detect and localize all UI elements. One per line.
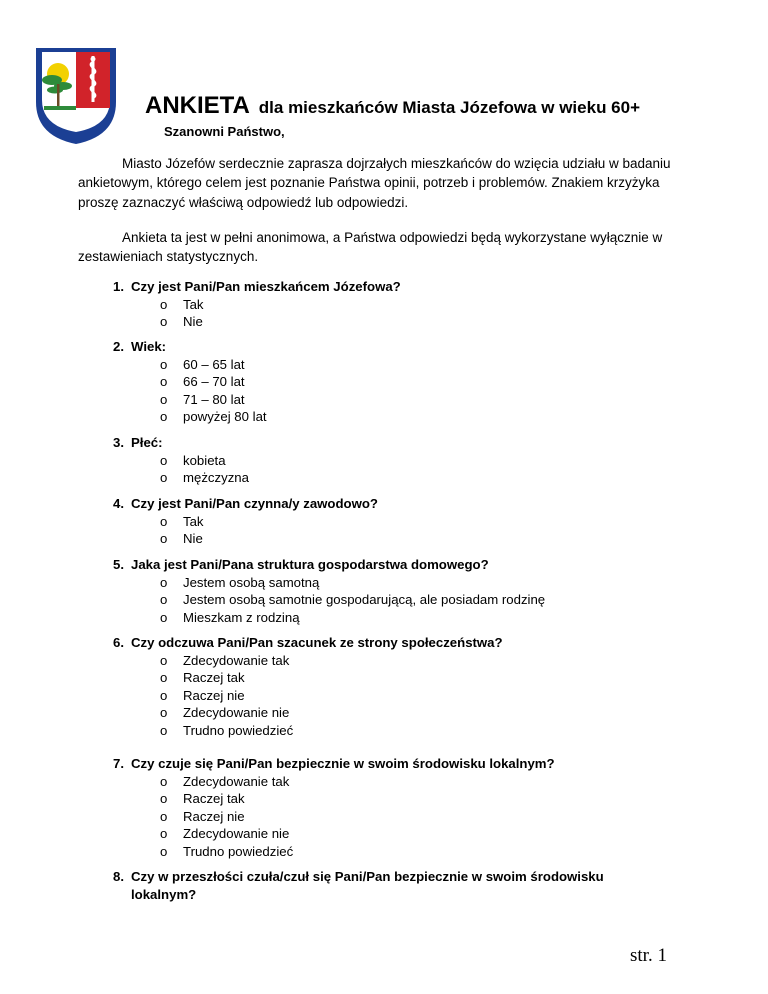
answer-label: Tak: [183, 513, 204, 529]
answer-option[interactable]: [131, 790, 671, 808]
question-number: 8.: [113, 869, 124, 884]
intro-paragraph-2-text: Ankieta ta jest w pełni anonimowa, a Państwa odpowiedzi będą wykorzystane wyłącznie w zestawieniach statystycznych.: [78, 230, 663, 265]
checkbox-bullet-icon[interactable]: o: [160, 652, 168, 668]
checkbox-bullet-icon[interactable]: o: [160, 452, 168, 468]
answer-label: Zdecydowanie nie: [183, 705, 290, 720]
answer-label: Raczej tak: [183, 791, 245, 806]
question-number: 7.: [113, 756, 124, 771]
answer-label: Jestem osobą samotnie gospodarującą, ale posiadam rodzinę: [183, 592, 546, 607]
answer-option[interactable]: [131, 408, 671, 426]
answer-label: Nie: [183, 531, 203, 546]
question-text: Wiek:: [131, 339, 167, 354]
answer-label: Trudno powiedzieć: [183, 843, 294, 859]
page-number: str. 1: [630, 945, 667, 966]
answer-label: kobieta: [183, 452, 226, 468]
answer-label: 60 – 65 lat: [183, 356, 245, 372]
intro-paragraph-2: [78, 228, 698, 267]
checkbox-bullet-icon[interactable]: o: [160, 356, 168, 372]
answer-option[interactable]: [131, 530, 671, 548]
checkbox-bullet-icon[interactable]: o: [160, 670, 168, 685]
checkbox-bullet-icon[interactable]: o: [160, 791, 168, 806]
answer-option[interactable]: [131, 452, 671, 470]
answer-option[interactable]: [131, 296, 671, 314]
question-text: Czy w przeszłości czuła/czuł się Pani/Pan bezpiecznie w swoim środowisku lokalnym?: [131, 869, 604, 902]
answer-option[interactable]: [131, 574, 671, 592]
answer-label: Raczej nie: [183, 808, 245, 824]
question-4: [113, 495, 671, 548]
checkbox-bullet-icon[interactable]: o: [160, 513, 168, 529]
answer-label: 71 – 80 lat: [183, 391, 245, 407]
checkbox-bullet-icon[interactable]: o: [160, 705, 168, 720]
question-8: [113, 868, 641, 903]
checkbox-bullet-icon[interactable]: o: [160, 843, 168, 859]
checkbox-bullet-icon[interactable]: o: [160, 391, 168, 407]
answer-label: Zdecydowanie tak: [183, 773, 290, 789]
question-text: Płeć:: [131, 435, 163, 450]
intro-paragraph-1: [78, 154, 698, 212]
answer-option[interactable]: [131, 652, 671, 670]
answer-option[interactable]: [131, 669, 671, 687]
answer-option[interactable]: [131, 609, 671, 627]
answer-option[interactable]: [131, 808, 671, 826]
question-3: [113, 434, 671, 487]
answer-option[interactable]: [131, 704, 671, 722]
answer-label: Tak: [183, 296, 204, 312]
answer-option[interactable]: [131, 825, 671, 843]
checkbox-bullet-icon[interactable]: o: [160, 687, 168, 703]
question-1: [113, 278, 671, 331]
answer-option[interactable]: [131, 513, 671, 531]
checkbox-bullet-icon[interactable]: o: [160, 470, 168, 485]
question-text: Czy jest Pani/Pan czynna/y zawodowo?: [131, 496, 378, 511]
checkbox-bullet-icon[interactable]: o: [160, 409, 168, 424]
checkbox-bullet-icon[interactable]: o: [160, 808, 168, 824]
answer-label: Zdecydowanie nie: [183, 826, 290, 841]
checkbox-bullet-icon[interactable]: o: [160, 296, 168, 312]
title-rest: dla mieszkańców Miasta Józefowa w wieku 60+: [258, 98, 641, 117]
checkbox-bullet-icon[interactable]: o: [160, 592, 168, 607]
question-text: Jaka jest Pani/Pana struktura gospodarstwa domowego?: [131, 557, 489, 572]
checkbox-bullet-icon[interactable]: o: [160, 722, 168, 738]
question-5: [113, 556, 671, 626]
question-number: 3.: [113, 435, 124, 450]
question-number: 6.: [113, 635, 124, 650]
checkbox-bullet-icon[interactable]: o: [160, 574, 168, 590]
logo-lettering: JÓZEFÓW: [51, 112, 103, 122]
checkbox-bullet-icon[interactable]: o: [160, 374, 168, 389]
question-number: 4.: [113, 496, 124, 511]
answer-label: Trudno powiedzieć: [183, 722, 294, 738]
answer-option[interactable]: [131, 591, 671, 609]
question-text: Czy czuje się Pani/Pan bezpiecznie w swoim środowisku lokalnym?: [131, 756, 555, 771]
checkbox-bullet-icon[interactable]: o: [160, 609, 168, 625]
answer-option[interactable]: [131, 843, 671, 861]
answer-option[interactable]: [131, 313, 671, 331]
answer-label: mężczyzna: [183, 470, 249, 485]
page-title: [145, 84, 640, 121]
salutation: Szanowni Państwo,: [164, 124, 285, 139]
answer-label: Mieszkam z rodziną: [183, 609, 300, 625]
question-text: Czy odczuwa Pani/Pan szacunek ze strony społeczeństwa?: [131, 635, 503, 650]
question-7: [113, 755, 671, 860]
intro-paragraph-1-text: Miasto Józefów serdecznie zaprasza dojrzałych mieszkańców do wzięcia udziału w badaniu ankietowym, którego celem jest poznanie Państwa opinii, potrzeb i problemów. Znakiem krzyżyka proszę zaznaczyć właściwą odpowiedź lub odpowiedzi.: [78, 156, 671, 210]
question-6: [113, 634, 671, 739]
answer-option[interactable]: [131, 687, 671, 705]
checkbox-bullet-icon[interactable]: o: [160, 826, 168, 841]
answer-label: Nie: [183, 314, 203, 329]
answer-option[interactable]: [131, 722, 671, 740]
question-number: 5.: [113, 557, 124, 572]
answer-option[interactable]: [131, 391, 671, 409]
checkbox-bullet-icon[interactable]: o: [160, 314, 168, 329]
answer-label: Raczej nie: [183, 687, 245, 703]
question-number: 1.: [113, 279, 124, 294]
question-number: 2.: [113, 339, 124, 354]
answer-label: Raczej tak: [183, 670, 245, 685]
checkbox-bullet-icon[interactable]: o: [160, 531, 168, 546]
title-main: ANKIETA: [145, 92, 250, 119]
answer-option[interactable]: [131, 773, 671, 791]
answer-label: Jestem osobą samotną: [183, 574, 320, 590]
answer-option[interactable]: [131, 373, 671, 391]
answer-option[interactable]: [131, 469, 671, 487]
question-text: Czy jest Pani/Pan mieszkańcem Józefowa?: [131, 279, 401, 294]
answer-label: 66 – 70 lat: [183, 374, 245, 389]
answer-label: powyżej 80 lat: [183, 409, 267, 424]
question-2: [113, 338, 671, 426]
answer-option[interactable]: [131, 356, 671, 374]
checkbox-bullet-icon[interactable]: o: [160, 773, 168, 789]
answer-label: Zdecydowanie tak: [183, 652, 290, 668]
coat-of-arms-logo: [30, 44, 122, 146]
